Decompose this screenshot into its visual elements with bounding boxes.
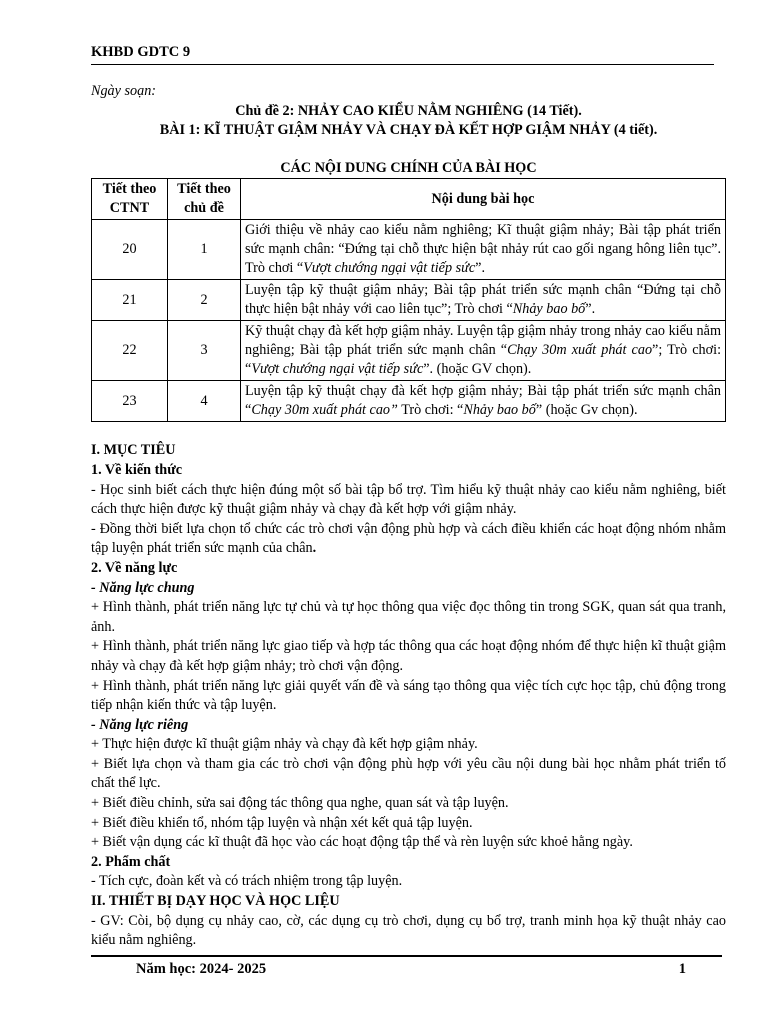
topic-title: Chủ đề 2: NHẢY CAO KIỂU NẰM NGHIÊNG (14 Tiết). xyxy=(235,102,582,119)
text-segment: Kỹ thuật chạy đà kết hợp giậm nhảy. Luyện tập giậm nhảy trong nhảy cao kiểu nằm nghiêng; Bài tập phát triển sức mạnh chân “ xyxy=(245,323,721,359)
school-year: Năm học: 2024- 2025 xyxy=(136,961,267,977)
text-segment: ”. xyxy=(475,260,486,277)
paragraph: + Thực hiện được kĩ thuật giậm nhảy và chạy đà kết hợp giậm nhảy. xyxy=(91,736,478,753)
paragraph: - GV: Còi, bộ dụng cụ nhảy cao, cờ, các dụng cụ trò chơi, dụng cụ bổ trợ, tranh minh họa kỹ thuật nhảy cao kiểu nằm nghiêng. xyxy=(91,912,726,949)
subsection-pham-chat: 2. Phẩm chất xyxy=(91,853,171,870)
col-header-noi-dung: Nội dung bài học xyxy=(241,179,726,220)
italic-segment: Chạy 30m xuất phát cao” xyxy=(251,402,398,419)
text-segment: ”. (hoặc GV chọn). xyxy=(423,361,532,378)
cell-chu-de: 1 xyxy=(168,220,241,280)
cell-chu-de: 2 xyxy=(168,280,241,321)
italic-segment: Chạy 30m xuất phát cao xyxy=(507,342,653,359)
text-segment: ”; Trò chơi: “ xyxy=(245,342,722,378)
text-segment: Luyện tập kỹ thuật giậm nhảy; Bài tập phát triển sức mạnh chân “Đứng tại chỗ thực hiện bật nhảy với cao liên tục”; Trò chơi “ xyxy=(245,282,721,318)
table-row xyxy=(92,220,726,280)
text-segment: Luyện tập kỹ thuật chạy đà kết hợp giậm nhảy; Bài tập phát triển sức mạnh chân “ xyxy=(245,383,721,419)
text-segment: Trò chơi: “ xyxy=(397,402,464,419)
text-segment: ”. xyxy=(585,301,596,318)
cell-ctnt: 23 xyxy=(92,381,168,422)
paragraph: + Biết điều chỉnh, sửa sai động tác thông qua nghe, quan sát và tập luyện. xyxy=(91,795,509,812)
page-header: KHBD GDTC 9 xyxy=(91,44,714,65)
cell-noi-dung xyxy=(241,220,726,280)
table-row xyxy=(92,280,726,321)
table-row xyxy=(92,321,726,381)
subsection-nang-luc: 2. Về năng lực xyxy=(91,559,178,576)
paragraph: - Tích cực, đoàn kết và có trách nhiệm trong tập luyện. xyxy=(91,873,403,890)
cell-noi-dung xyxy=(241,280,726,321)
page-number: 1 xyxy=(678,961,686,977)
subheading-nang-luc-chung: - Năng lực chung xyxy=(91,579,195,596)
paragraph: + Biết điều khiển tổ, nhóm tập luyện và nhận xét kết quả tập luyện. xyxy=(91,814,473,831)
text-segment: Giới thiệu về nhảy cao kiểu nằm nghiêng; Kĩ thuật giậm nhảy; Bài tập phát triển sức mạnh chân: “Đứng tại chỗ thực hiện bật nhảy rút cao gối ngang hông liên tục”. Trò chơi “ xyxy=(245,222,721,277)
text-segment: ” (hoặc Gv chọn). xyxy=(535,402,638,419)
cell-chu-de: 4 xyxy=(168,381,241,422)
cell-noi-dung xyxy=(241,381,726,422)
paragraph xyxy=(91,520,726,559)
col-header-ctnt: Tiết theo CTNT xyxy=(92,179,168,220)
cell-chu-de: 3 xyxy=(168,321,241,381)
text-segment: . xyxy=(312,540,317,557)
document-body xyxy=(91,82,726,951)
section-muc-tieu: I. MỤC TIÊU xyxy=(91,442,176,459)
italic-segment: Vượt chướng ngại vật tiếp sức xyxy=(303,260,476,277)
col-header-chu-de: Tiết theo chủ đề xyxy=(168,179,241,220)
paragraph: + Hình thành, phát triển năng lực giải quyết vấn đề và sáng tạo thông qua việc tích cực học tập, chủ động trong tiếp nhận kiến thức và tập luyện. xyxy=(91,677,726,714)
table-title: CÁC NỘI DUNG CHÍNH CỦA BÀI HỌC xyxy=(280,159,537,176)
cell-noi-dung xyxy=(241,321,726,381)
paragraph: + Hình thành, phát triển năng lực tự chủ và tự học thông qua việc đọc thông tin trong SGK, quan sát qua tranh, ảnh. xyxy=(91,599,726,635)
paragraph: - Học sinh biết cách thực hiện đúng một số bài tập bổ trợ. Tìm hiểu kỹ thuật nhảy cao kiểu nằm nghiêng, biết cách thực hiện được kỹ thuật giậm nhảy và chạy đà kết hợp với giậm nhảy. xyxy=(91,481,726,518)
subheading-nang-luc-rieng: - Năng lực riêng xyxy=(91,716,189,733)
date-label: Ngày soạn: xyxy=(91,83,157,99)
italic-segment: Nhảy bao bố xyxy=(463,402,536,419)
cell-ctnt: 22 xyxy=(92,321,168,381)
paragraph: + Hình thành, phát triển năng lực giao tiếp và hợp tác thông qua các hoạt động nhóm để thực hiện kĩ thuật giậm nhảy và chạy đà kết hợp giậm nhảy; trò chơi vận động. xyxy=(91,638,726,674)
subsection-kien-thuc: 1. Về kiến thức xyxy=(91,461,183,478)
table-row xyxy=(92,381,726,422)
text-segment: - Đồng thời biết lựa chọn tổ chức các trò chơi vận động phù hợp và cách điều khiển các hoạt động nhóm nhằm tập luyện phát triển sức mạnh của chân xyxy=(91,520,726,557)
paragraph: + Biết vận dụng các kĩ thuật đã học vào các hoạt động tập thể và rèn luyện sức khoẻ hằng ngày. xyxy=(91,834,633,851)
lesson-title: BÀI 1: KĨ THUẬT GIẬM NHẢY VÀ CHẠY ĐÀ KẾT HỢP GIẬM NHẢY (4 tiết). xyxy=(159,122,658,139)
page-footer xyxy=(91,955,722,977)
cell-ctnt: 20 xyxy=(92,220,168,280)
italic-segment: Vượt chướng ngại vật tiếp sức xyxy=(251,361,424,378)
cell-ctnt: 21 xyxy=(92,280,168,321)
paragraph: + Biết lựa chọn và tham gia các trò chơi vận động phù hợp với yêu cầu nội dung bài học nhằm phát triển tố chất thể lực. xyxy=(91,755,726,792)
table-header-row xyxy=(92,179,726,220)
lesson-content-table xyxy=(91,178,726,422)
section-thiet-bi: II. THIẾT BỊ DẠY HỌC VÀ HỌC LIỆU xyxy=(91,893,340,910)
italic-segment: Nhảy bao bố xyxy=(512,301,586,318)
